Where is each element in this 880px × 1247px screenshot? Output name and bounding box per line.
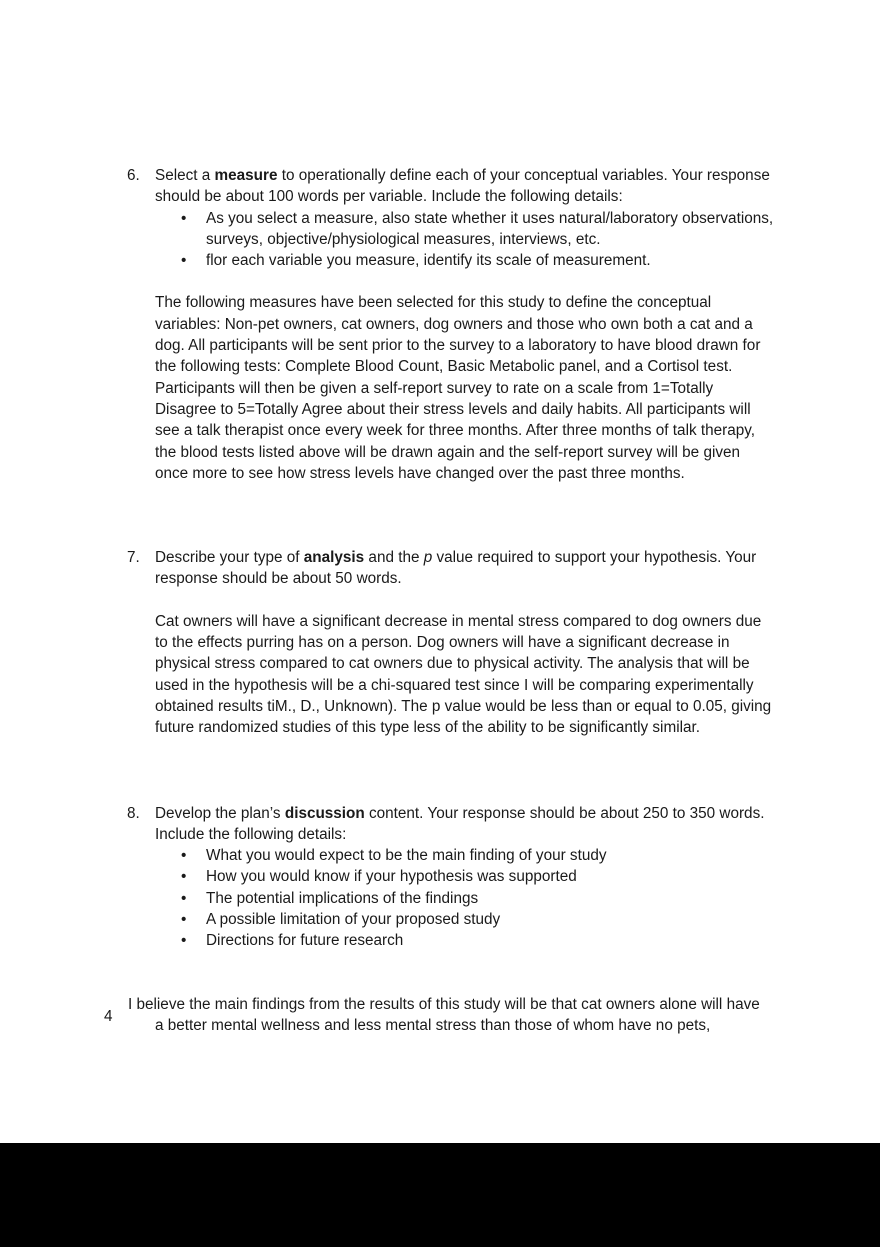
item-8-prompt-pre: Develop the plan’s bbox=[155, 804, 285, 822]
bullet-dot-icon: • bbox=[181, 252, 187, 270]
item-6-prompt-post: to operationally define each of your conceptual variables. Your response should be about 100 words per variable. Include the following details: bbox=[155, 167, 770, 206]
item-7-prompt bbox=[0, 547, 880, 590]
list-item bbox=[0, 930, 880, 951]
item-7-prompt-post: value required to support your hypothesis. Your response should be about 50 words. bbox=[155, 549, 757, 588]
bullet-text: The potential implications of the findings bbox=[206, 889, 479, 907]
item-7-prompt-italic: p bbox=[423, 549, 433, 567]
gap-after-item-7-extra bbox=[0, 782, 880, 803]
gap-before-closing bbox=[0, 952, 880, 984]
item-8-number: 8. bbox=[127, 804, 140, 822]
item-7-prompt-pre: Describe your type of bbox=[155, 549, 304, 567]
item-8-bullet-list bbox=[0, 845, 880, 951]
bullet-dot-icon: • bbox=[181, 847, 187, 865]
item-7-prompt-mid: and the bbox=[364, 549, 424, 567]
item-7-prompt-bold: analysis bbox=[303, 549, 365, 567]
item-6-number: 6. bbox=[127, 167, 140, 184]
item-8-prompt-post: content. Your response should be about 250 to 350 words. Include the following details: bbox=[155, 804, 765, 843]
item-8-prompt bbox=[0, 803, 880, 846]
item-8-prompt-bold: discussion bbox=[284, 804, 365, 822]
bullet-dot-icon: • bbox=[181, 868, 187, 886]
list-item bbox=[0, 208, 880, 251]
top-margin-spacer bbox=[0, 0, 880, 43]
item-7-number: 7. bbox=[127, 549, 140, 567]
gap-before-closing-extra bbox=[0, 984, 880, 994]
bullet-text: Directions for future research bbox=[206, 932, 404, 950]
list-item bbox=[0, 888, 880, 909]
list-item bbox=[0, 845, 880, 866]
item-6-gap bbox=[0, 271, 880, 292]
bullet-dot-icon: • bbox=[181, 209, 187, 227]
numbered-item-8 bbox=[0, 803, 880, 952]
numbered-item-7 bbox=[0, 547, 880, 738]
bullet-text: As you select a measure, also state whether it uses natural/laboratory observations, surveys, objective/physiological measures, interviews, etc. bbox=[206, 209, 774, 248]
list-item bbox=[0, 866, 880, 887]
bullet-dot-icon: • bbox=[181, 932, 187, 950]
bullet-text: flor each variable you measure, identify its scale of measurement. bbox=[206, 252, 651, 270]
item-6-prompt-bold: measure bbox=[214, 167, 278, 184]
gap-after-item-6-extra bbox=[0, 527, 880, 547]
page-number: 4 bbox=[104, 1008, 113, 1025]
gap-after-item-7 bbox=[0, 739, 880, 782]
bottom-black-band bbox=[0, 1143, 880, 1247]
gap-after-item-6 bbox=[0, 484, 880, 527]
closing-paragraph: I believe the main findings from the results of this study will be that cat owners alone will have a better mental wellness and less mental stress than those of whom have no pets, bbox=[128, 995, 760, 1034]
bullet-text: A possible limitation of your proposed study bbox=[206, 911, 501, 929]
list-item bbox=[0, 250, 880, 271]
bullet-text: How you would know if your hypothesis was supported bbox=[206, 868, 577, 886]
item-6-prompt bbox=[0, 165, 880, 208]
item-6-bullet-list bbox=[0, 208, 880, 272]
item-7-gap bbox=[0, 590, 880, 611]
item-7-response: Cat owners will have a significant decrease in mental stress compared to dog owners due to the effects purring has on a person. Dog owners will have a significant decrease in physical stress compared to cat owners due to physical activity. The analysis that will be used in the hypothesis will be a chi-squared test since I will be comparing experimentally obtained results tiM., D., Unknown). The p value would be less than or equal to 0.05, giving future randomized studies of this type less of the ability to be significantly similar. bbox=[155, 612, 772, 737]
item-6-prompt-pre: Select a bbox=[155, 167, 215, 184]
list-item bbox=[0, 909, 880, 930]
bullet-dot-icon: • bbox=[181, 911, 187, 929]
item-6-response: The following measures have been selected for this study to define the conceptual variables: Non-pet owners, cat owners, dog owners and those who own both a cat and a dog. All participants will be sent prior to the survey to a laboratory to have blood drawn for the following tests: Complete Blood Count, Basic Metabolic panel, and a Cortisol test. Participants will then be given a self-report survey to rate on a scale from 1=Totally Disagree to 5=Totally Agree about their stress levels and daily habits. All participants will see a talk therapist once every week for three months. After three months of talk therapy, the blood tests listed above will be drawn again and the self-report survey will be given once more to see how stress levels have changed over the past three months. bbox=[155, 294, 761, 482]
bullet-dot-icon: • bbox=[181, 889, 187, 907]
bullet-text: What you would expect to be the main finding of your study bbox=[206, 847, 607, 865]
header-blank-area bbox=[0, 43, 880, 165]
numbered-item-6 bbox=[0, 165, 880, 484]
